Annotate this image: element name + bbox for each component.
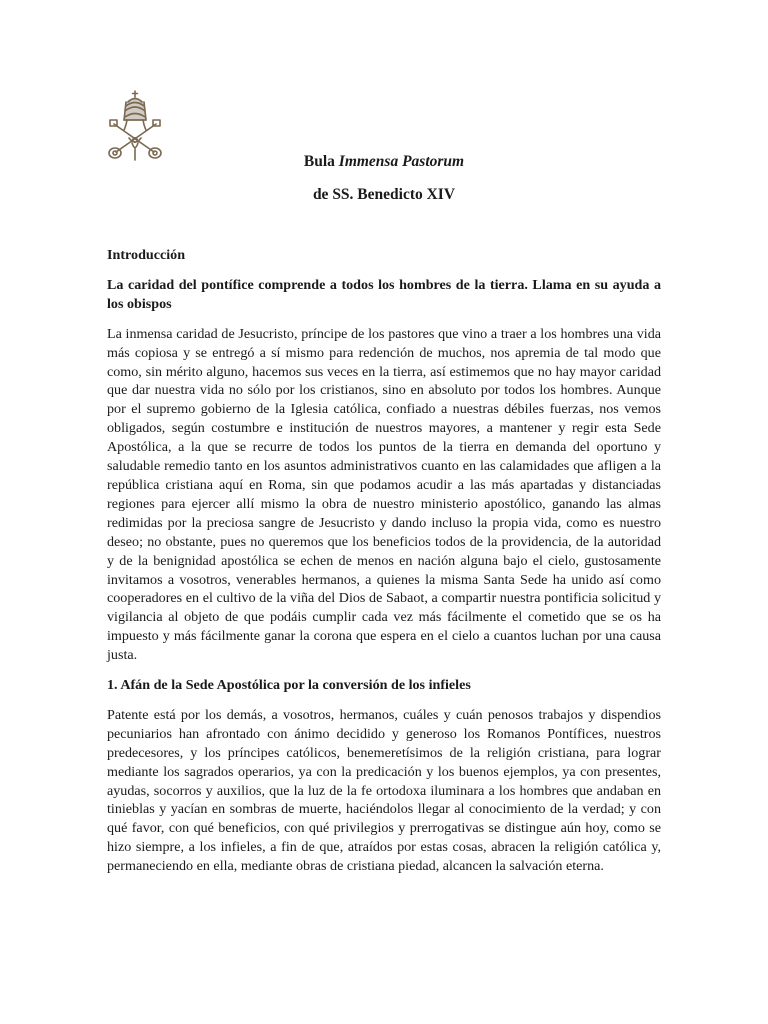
intro-subheading: La caridad del pontífice comprende a todos los hombres de la tierra. Llama en su ayuda a los obispos: [107, 276, 661, 312]
section-1-heading: 1. Afán de la Sede Apostólica por la conversión de los infieles: [107, 677, 471, 694]
intro-heading: Introducción: [107, 247, 186, 263]
paragraph-1: La inmensa caridad de Jesucristo, príncipe de los pastores que vino a traer a los hombres una vida más copiosa y se entregó a sí mismo para redención de muchos, nos apremia de tal modo que como, sin mérito alguno, hacemos sus veces en la tierra, así estimemos que no hay mayor caridad que dar nuestra vida no sólo por los cristianos, sino en absoluto por todos los hombres. Aunque por el supremo gobierno de la Iglesia católica, confiado a nuestras débiles fuerzas, nos vemos obligados, según costumbre e institución de nuestros mayores, a mantener y regir esta Sede Apostólica, a la que se recurre de todos los puntos de la tierra en demanda del oportuno y saludable remedio tanto en los asuntos administrativos cuanto en las calamidades que afligen a la república cristiana aquí en Roma, sin que podamos acudir a las más apartadas y distanciadas regiones para ejercer allí mismo la obra de nuestro ministerio apostólico, ganando las almas redimidas por la preciosa sangre de Jesucristo y dando incluso la propia vida, como es nuestro deseo; no obstante, pues no queremos que los beneficios todos de la providencia, de la autoridad y de la benignidad apostólica se echen de menos en nación alguna bajo el cielo, gustosamente invitamos a vosotros, venerables hermanos, a quienes la misma Santa Sede ha unido así como cooperadores en el cultivo de la viña del Dios de Sabaot, a compartir nuestra pontificia solicitud y vigilancia al objeto de que podáis cumplir cada vez más fácilmente el cometido que se os ha impuesto y más fácilmente ganar la corona que espera en el cielo a cuantos luchan por una causa justa.: [107, 325, 661, 664]
document-subtitle: de SS. Benedicto XIV: [312, 186, 456, 203]
document-title: [0, 152, 768, 172]
title-italic: Immensa Pastorum: [338, 153, 465, 170]
title-prefix: Bula: [303, 153, 339, 170]
paragraph-2: Patente está por los demás, a vosotros, hermanos, cuáles y cuán penosos trabajos y dispendios pecuniarios han afrontado con ánimo decidido y generoso los Romanos Pontífices, nuestros predecesores, y los príncipes católicos, benemeretísimos de la religión cristiana, para lograr mediante los sagrados operarios, ya con la predicación y los buenos ejemplos, ya con presentes, ayudas, socorros y auxilios, que la luz de la fe ortodoxa iluminara a los hombres que andaban en tinieblas y yacían en sombras de muerte, haciéndolos llegar al conocimiento de la verdad; y con qué favor, con qué beneficios, con qué privilegios y prerrogativas se distingue aún hoy, como se hizo siempre, a los infieles, a fin de que, atraídos por estas cosas, abracen la religión católica y, permaneciendo en ella, mediante obras de cristiana piedad, alcancen la salvación eterna.: [107, 706, 661, 875]
document-body: [107, 246, 661, 887]
